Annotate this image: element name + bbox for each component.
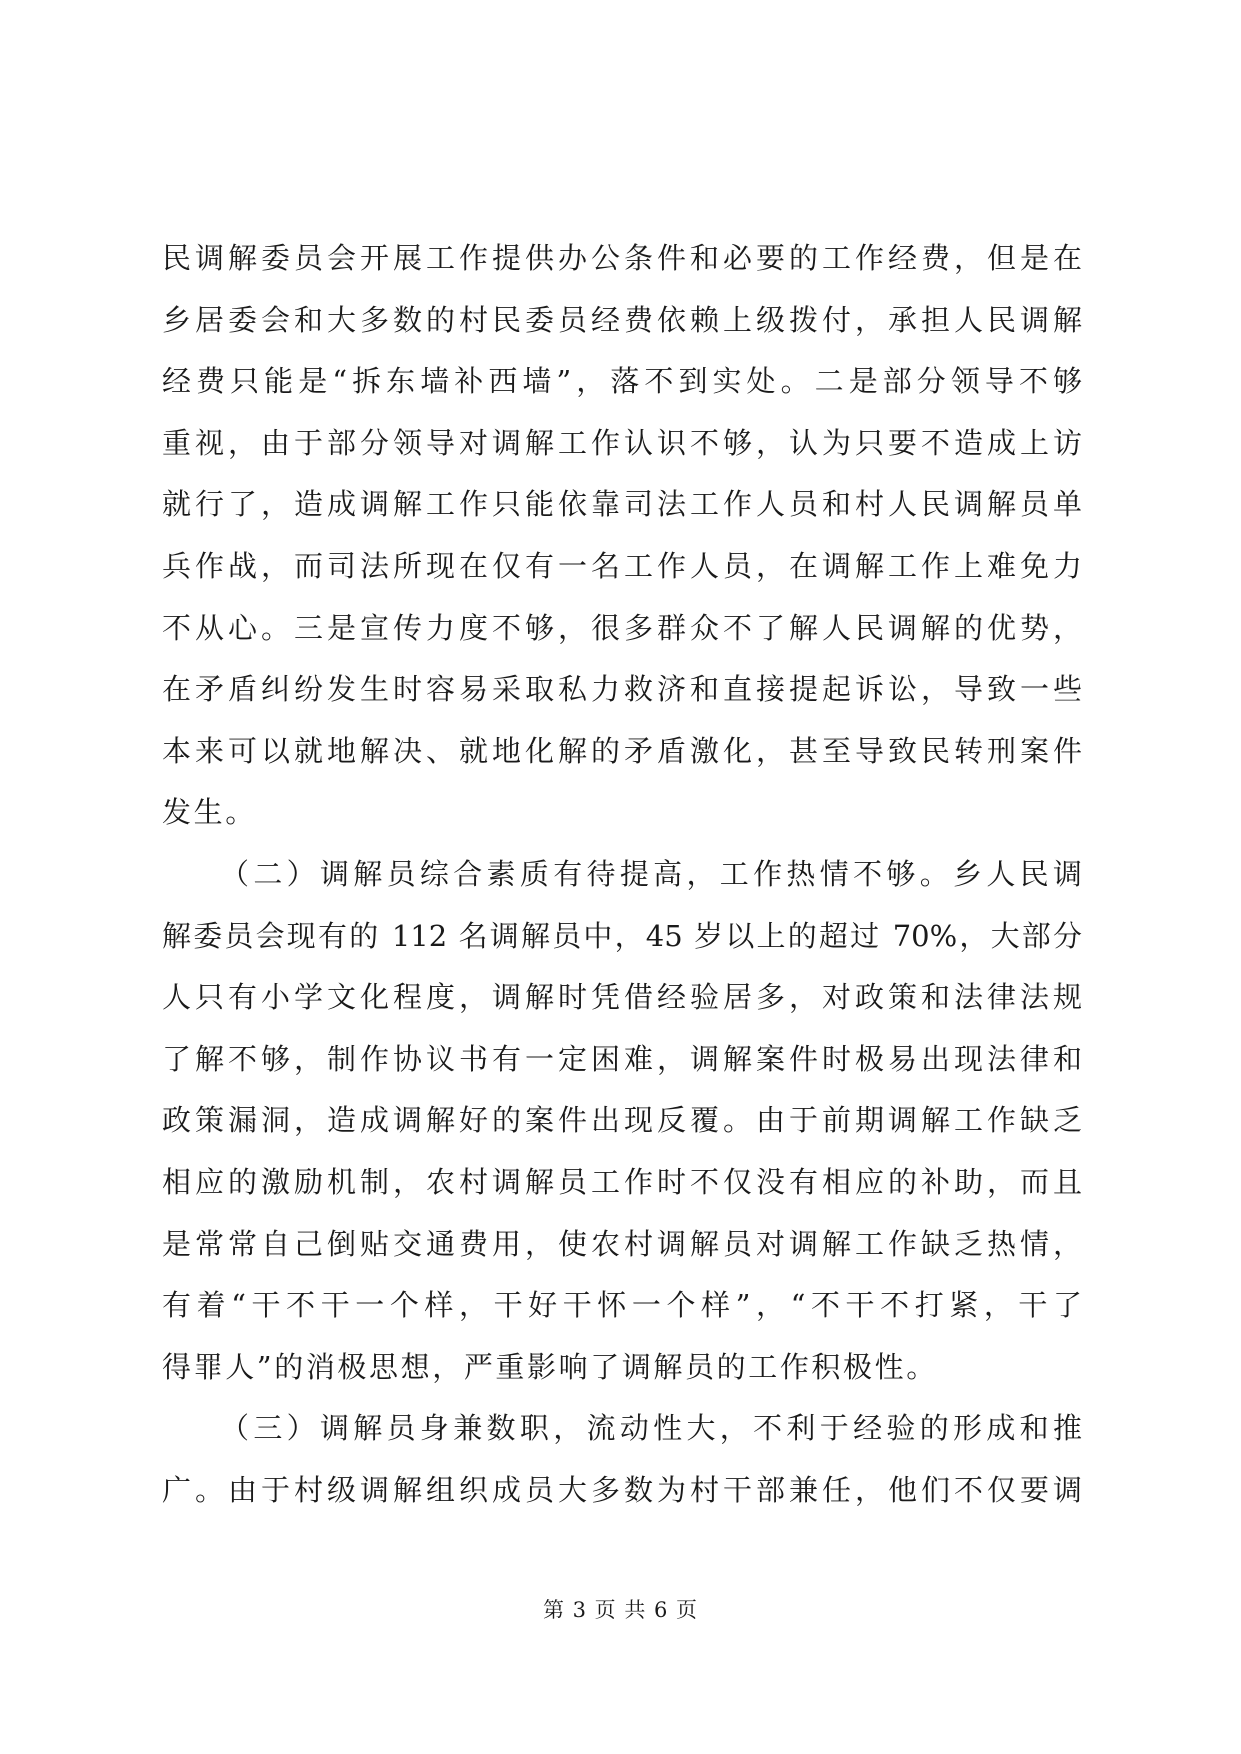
text-line: 相应的激励机制，农村调解员工作时不仅没有相应的补助，而且 (162, 1164, 1082, 1199)
text-line: 兵作战，而司法所现在仅有一名工作人员，在调解工作上难免力 (162, 548, 1082, 583)
text-line: 是常常自己倒贴交通费用，使农村调解员对调解工作缺乏热情， (162, 1226, 1082, 1261)
text-line: 有着“干不干一个样，干好干怀一个样”，“不干不打紧，干了 (162, 1288, 1082, 1323)
text-line: 就行了，造成调解工作只能依靠司法工作人员和村人民调解员单 (162, 487, 1082, 522)
text-line: 重视，由于部分领导对调解工作认识不够，认为只要不造成上访 (162, 425, 1082, 460)
text-line: 经费只能是“拆东墙补西墙”，落不到实处。二是部分领导不够 (162, 364, 1082, 399)
body-text (162, 228, 1082, 1521)
text-line: 本来可以就地解决、就地化解的矛盾激化，甚至导致民转刑案件 (162, 733, 1082, 768)
text-line: 乡居委会和大多数的村民委员经费依赖上级拨付，承担人民调解 (162, 302, 1082, 337)
text-line: 发生。 (162, 795, 257, 830)
text-line: 得罪人”的消极思想，严重影响了调解员的工作积极性。 (162, 1349, 938, 1384)
text-line: 了解不够，制作协议书有一定困难，调解案件时极易出现法律和 (162, 1041, 1082, 1076)
paragraph-heading-line: （三）调解员身兼数职，流动性大，不利于经验的形成和推 (220, 1411, 1082, 1446)
text-line: 广。由于村级调解组织成员大多数为村干部兼任，他们不仅要调 (162, 1472, 1082, 1507)
text-line: 在矛盾纠纷发生时容易采取私力救济和直接提起诉讼，导致一些 (162, 672, 1082, 707)
text-line: 政策漏洞，造成调解好的案件出现反覆。由于前期调解工作缺乏 (162, 1103, 1082, 1138)
paragraph-heading-line: （二）调解员综合素质有待提高，工作热情不够。乡人民调 (220, 856, 1082, 891)
text-line: 民调解委员会开展工作提供办公条件和必要的工作经费，但是在 (162, 241, 1082, 275)
text-line: 不从心。三是宣传力度不够，很多群众不了解人民调解的优势， (162, 610, 1082, 645)
text-line: 解委员会现有的 112 名调解员中，45 岁以上的超过 70%，大部分 (162, 918, 1082, 953)
page-footer: 第 3 页 共 6 页 (542, 1598, 699, 1622)
text-line: 人只有小学文化程度，调解时凭借经验居多，对政策和法律法规 (162, 980, 1082, 1015)
